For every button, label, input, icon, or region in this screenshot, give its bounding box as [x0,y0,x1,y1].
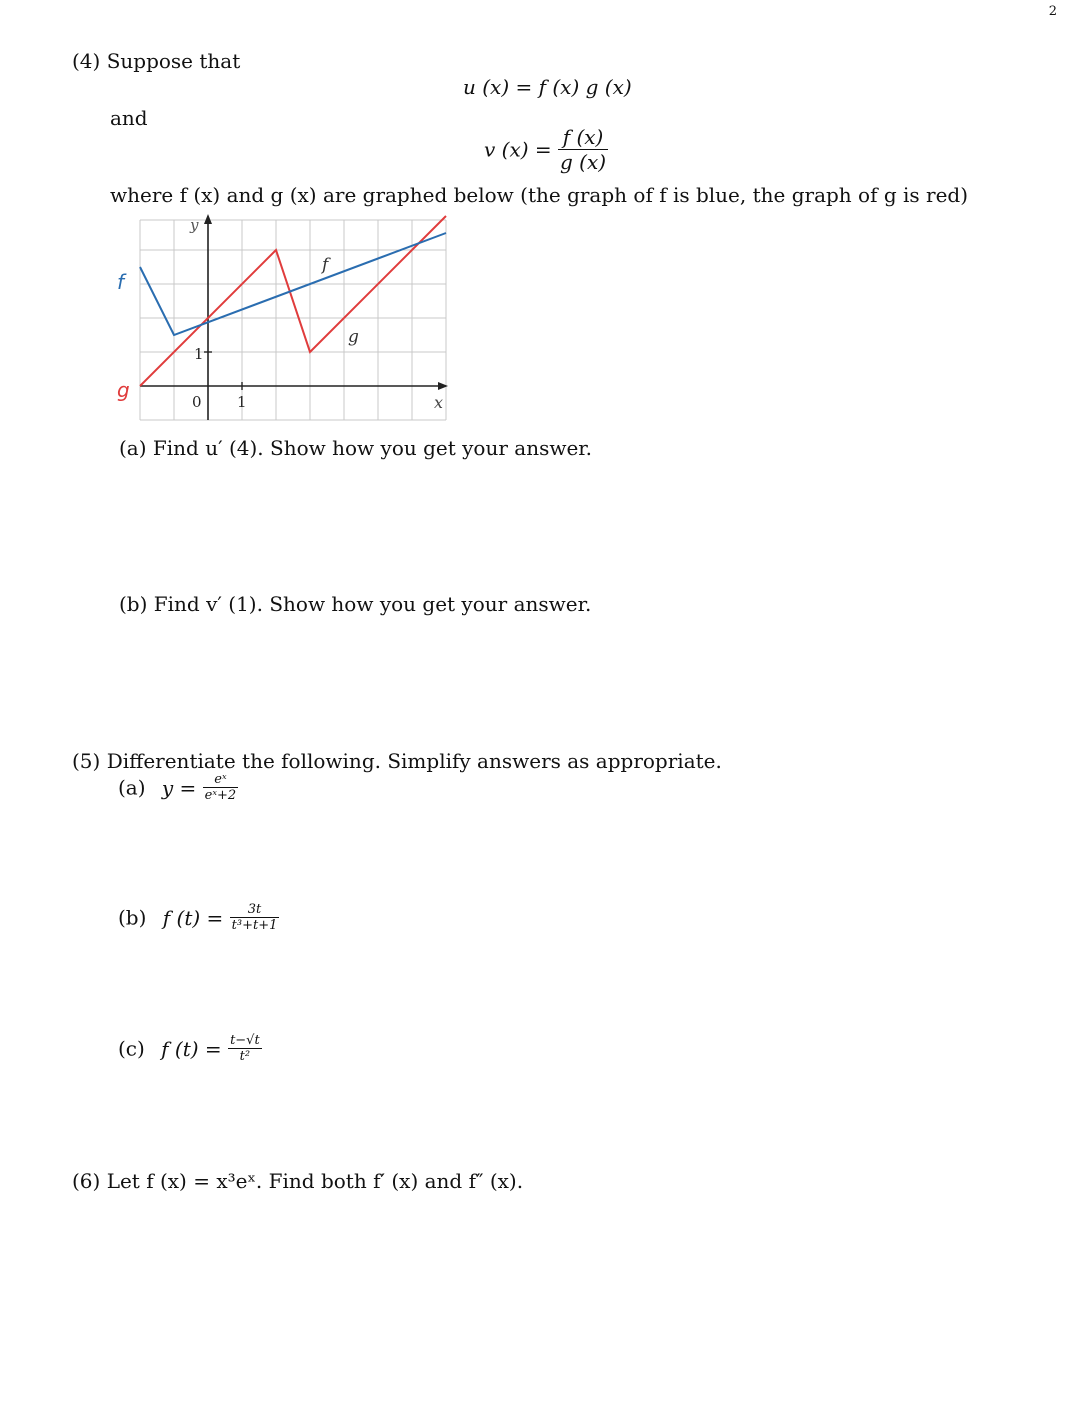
part-5b-denominator: t³+t+1 [231,918,278,933]
handwritten-f: f [117,270,125,294]
page-number: 2 [1048,4,1057,19]
problem-6: (6) Let f (x) = x³eˣ. Find both f′ (x) and f″ (x). [72,1169,524,1193]
part-5c-lhs: f (t) = [161,1036,222,1061]
v-denominator: g (x) [560,150,607,174]
y-axis-label: y [190,216,199,234]
part-5c-denominator: t² [228,1048,262,1064]
v-lhs: v (x) = [484,137,552,162]
problem-5a [118,772,238,803]
handwritten-g: g [117,378,130,402]
part-5b-lhs: f (t) = [162,905,224,930]
x-axis-label: x [434,393,444,412]
part-4b: (b) Find v′ (1). Show how you get your answer. [119,592,592,616]
x-tick-1-label: 1 [237,393,247,411]
part-5b-label: (b) [118,905,147,930]
part-4a: (a) Find u′ (4). Show how you get your answer. [119,436,593,460]
and-text: and [110,106,148,130]
part-5a-fraction [203,772,238,803]
problem-5b [118,902,279,933]
part-5b-fraction [230,902,280,933]
u-definition [463,75,632,99]
v-fraction [558,125,608,174]
problem-5c [118,1033,262,1064]
problem-5-intro: (5) Differentiate the following. Simplify answers as appropriate. [72,749,722,773]
u-rhs: f (x) g (x) [538,75,632,99]
part-5a-lhs: y = [161,775,197,800]
part-5a-denominator: eˣ+2 [204,788,237,803]
part-5c-label: (c) [118,1036,145,1061]
y-tick-1-label: 1 [194,345,204,363]
f-curve-label: f [322,255,329,275]
v-numerator: f (x) [562,125,604,149]
part-5c-numerator: t−√t [230,1033,260,1048]
graph-figure [100,210,460,425]
part-5a-label: (a) [118,775,146,800]
problem-4-intro: (4) Suppose that [72,49,241,73]
part-5a-numerator: eˣ [214,772,227,787]
part-5c-fraction [228,1033,262,1064]
g-curve [140,216,446,386]
v-definition [484,125,608,174]
where-text: where f (x) and g (x) are graphed below (the graph of f is blue, the graph of g is red) [110,183,969,207]
u-lhs: u (x) = [463,75,539,99]
y-axis-arrow [204,214,212,224]
g-curve-label: g [348,327,359,347]
origin-tick-label: 0 [192,393,202,411]
part-5b-numerator: 3t [247,902,262,917]
